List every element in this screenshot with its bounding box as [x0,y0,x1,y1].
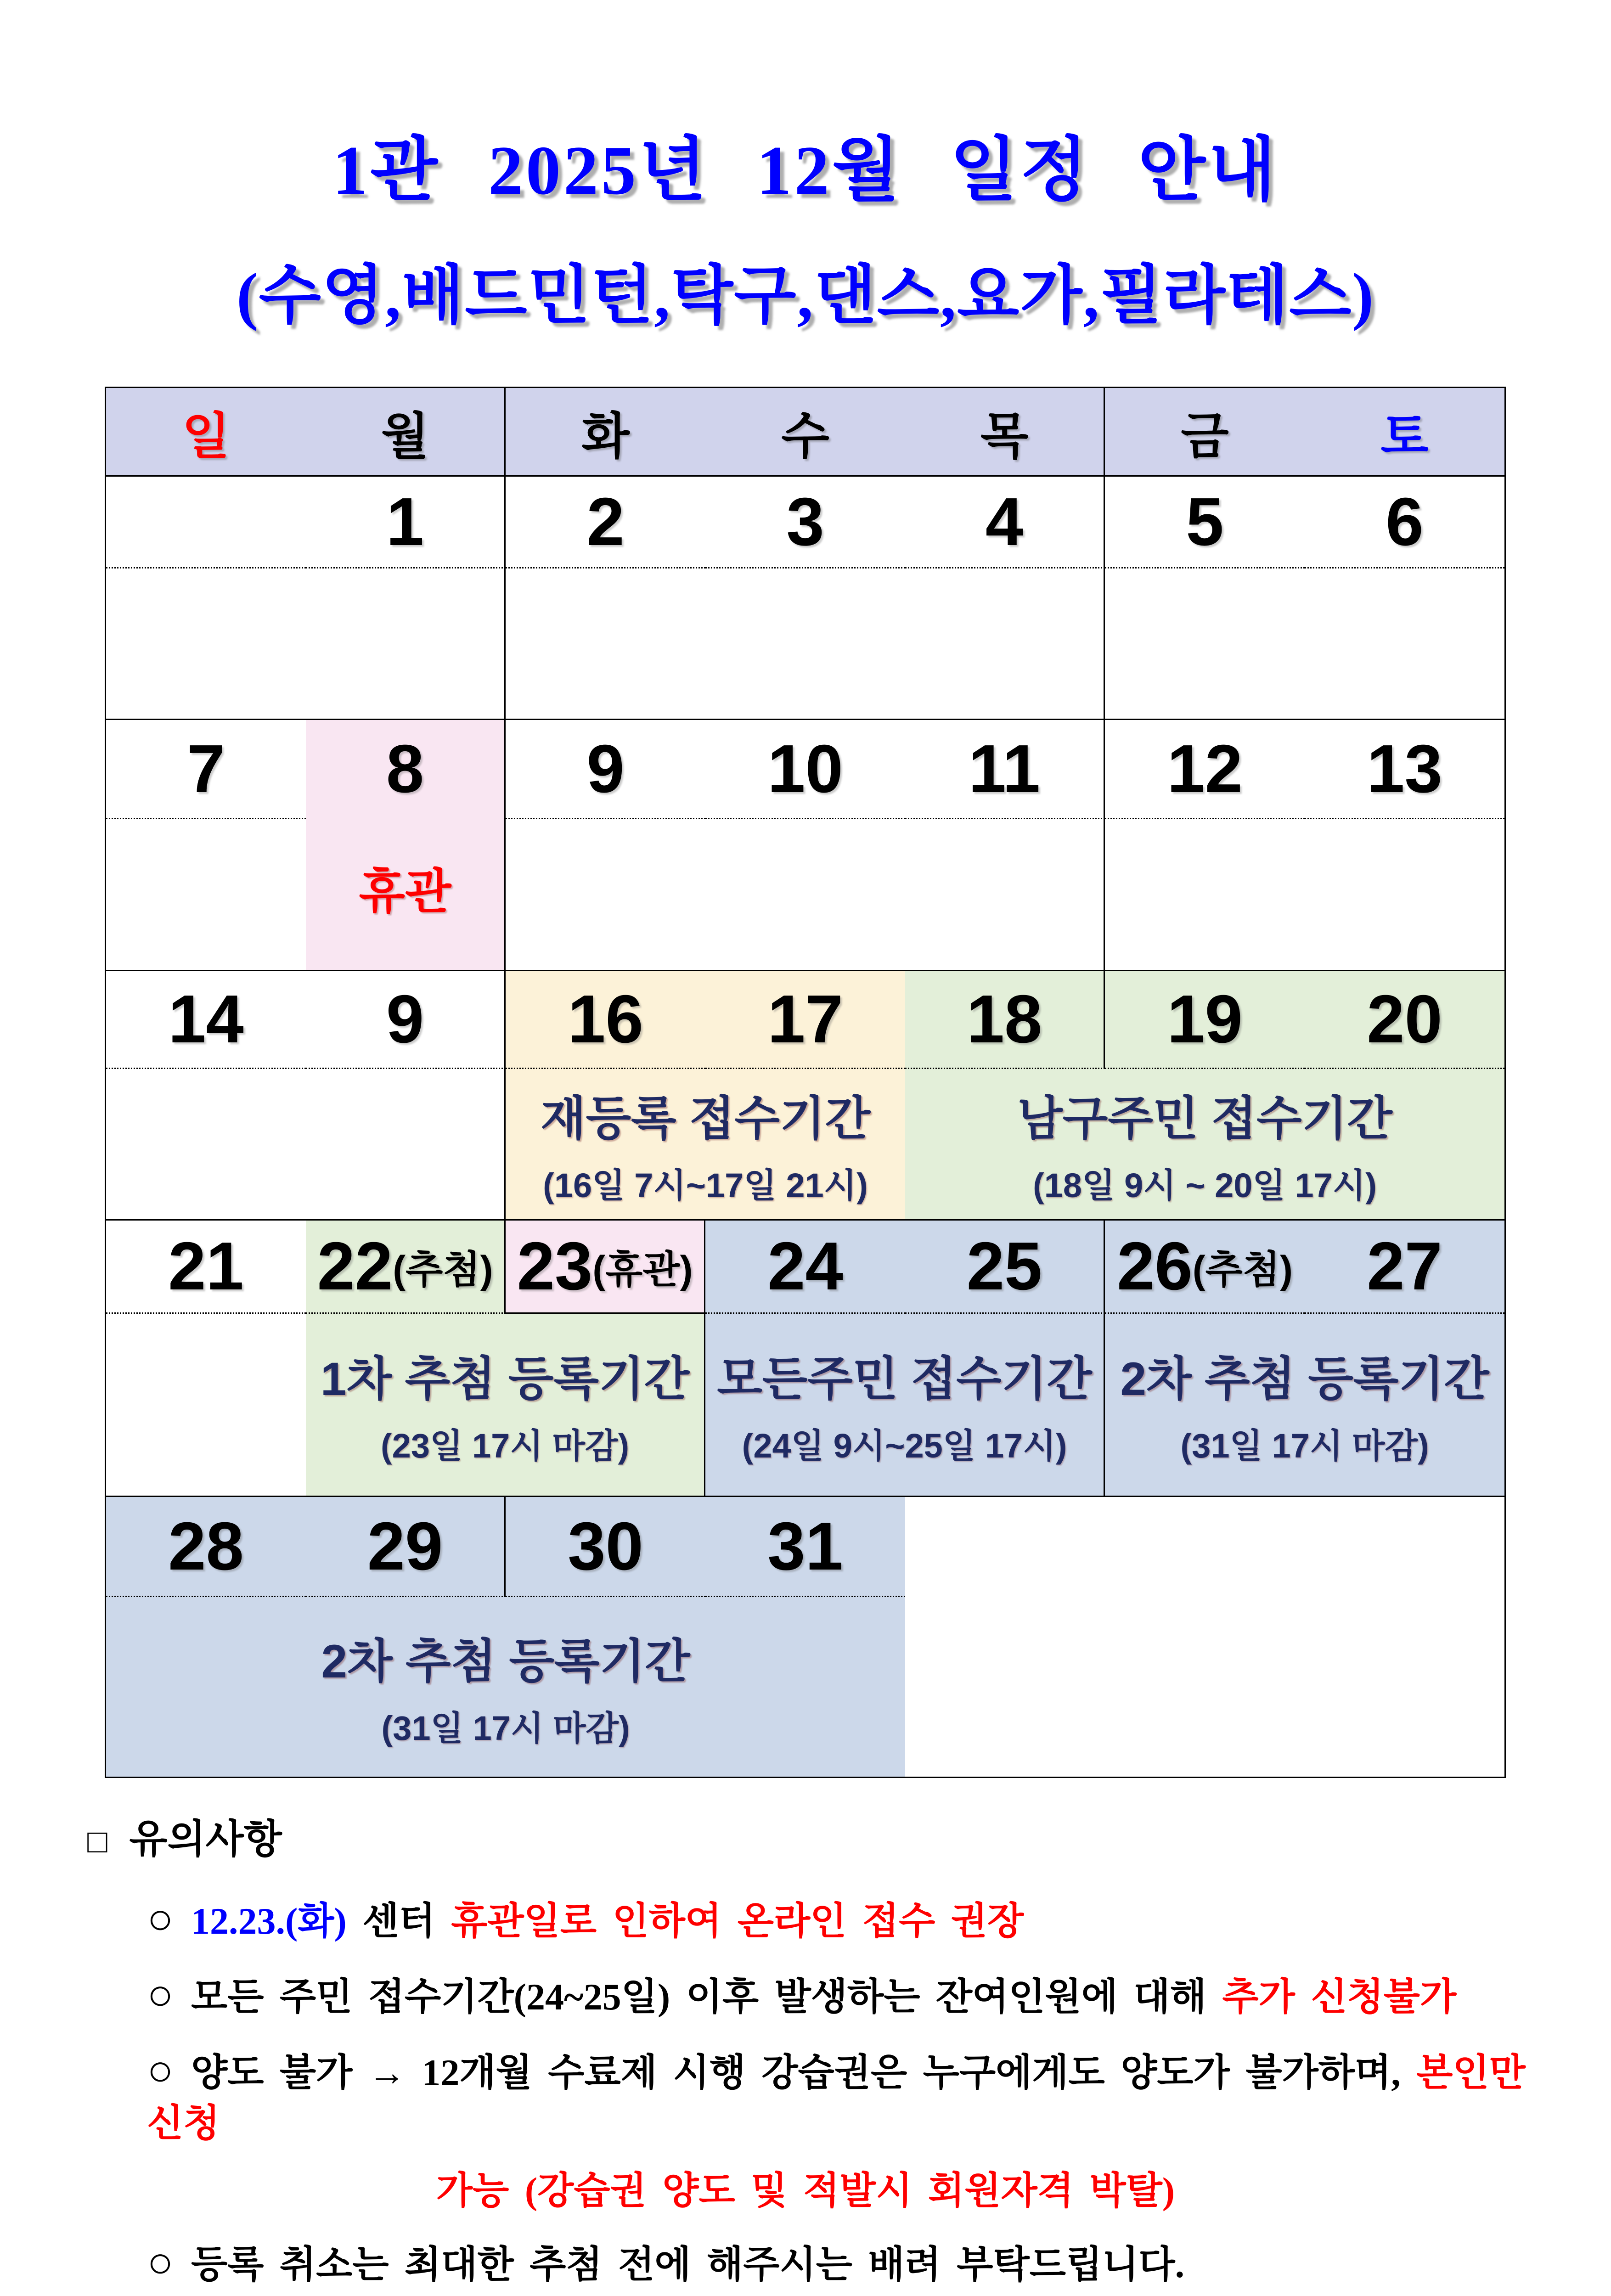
event-time: (23일 17시 마감) [381,1427,629,1465]
closed-label: 휴관 [359,865,451,918]
note-1-date: 12.23.(화) [191,1900,347,1942]
note-3-text: 양도 불가 → 12개월 수료제 시행 강습권은 누구에게도 양도가 불가하며, [191,2051,1417,2093]
empty-event-cell [106,568,506,720]
date-cell-19: 19 [1105,971,1305,1069]
empty-event-cell [106,819,306,971]
title-line-1: 1관 2025년 12월 일정 안내 [332,132,1279,209]
date-cell-28: 28 [106,1497,306,1597]
event-title: 1차 추첨 등록기간 [320,1353,690,1405]
weekday-header-mon [306,388,506,477]
event-title: 남구주민 접수기간 [1017,1092,1392,1145]
weekday-header-wed [705,388,905,477]
note-item-4 [0,2234,1611,2291]
date-cell-14: 14 [106,971,306,1069]
event-title: 2차 추첨 등록기간 [321,1635,690,1688]
empty-event-cell [1105,819,1504,971]
date-cell-31: 31 [705,1497,905,1597]
note-item-3-continuation: 가능 (강습권 양도 및 적발시 회원자격 박탈) [436,2169,1175,2212]
weekday-label: 토 [1380,408,1429,464]
weekday-label: 화 [581,408,630,464]
december-calendar [105,387,1506,1778]
date-cell-7: 7 [106,720,306,819]
empty-cell [106,477,306,568]
date-cell-23-closed: 23 (휴관) [506,1221,705,1314]
circle-bullet-icon: ○ [147,2237,174,2287]
weekday-header-thu [905,388,1105,477]
date-cell-9: 9 [506,720,705,819]
date-suffix: (추첨) [393,1248,493,1291]
weekday-header-sun [106,388,306,477]
event-time: (24일 9시~25일 17시) [742,1427,1067,1465]
event-time: (31일 17시 마감) [1180,1427,1429,1465]
note-1-highlight: 휴관일로 인하여 온라인 접수 권장 [451,1900,1024,1942]
event-time: (16일 7시~17일 21시) [543,1166,868,1204]
date-cell-5: 5 [1105,477,1305,568]
event-title: 재등록 접수기간 [540,1092,871,1145]
weekday-label: 수 [781,408,829,464]
date-cell-4: 4 [905,477,1105,568]
empty-event-cell [1105,568,1504,720]
weekday-header-tue [506,388,705,477]
event-first-lottery-registration [306,1314,705,1497]
date-cell-22-lottery: 22 (추첨) [306,1221,506,1314]
weekday-label: 일 [182,408,230,464]
date-cell-6: 6 [1305,477,1504,568]
note-item-2 [0,1966,1611,2024]
date-cell-27: 27 [1305,1221,1504,1314]
event-reregister-period [506,1069,905,1221]
date-cell-12: 12 [1105,720,1305,819]
weekday-label: 월 [381,408,429,464]
weekday-label: 목 [980,408,1029,464]
date-cell-24: 24 [705,1221,905,1314]
event-title: 2차 추첨 등록기간 [1120,1353,1489,1405]
event-time: (18일 9시 ~ 20일 17시) [1033,1166,1377,1204]
date-cell-16: 16 [506,971,705,1069]
note-2-highlight: 추가 신청불가 [1222,1975,1457,2018]
event-namgu-resident-period [905,1069,1504,1221]
date-cell-8-closed [306,720,506,971]
date-cell-29: 29 [306,1497,506,1597]
note-1-text: 센터 [346,1900,451,1942]
note-item-1 [0,1891,1611,1948]
date-cell-25: 25 [905,1221,1105,1314]
event-time: (31일 17시 마감) [381,1709,630,1747]
note-item-3 [0,2042,1611,2148]
date-cell-15-typo: 9 [306,971,506,1069]
event-second-lottery-registration-week5 [106,1597,905,1777]
page-title [0,132,1611,332]
date-cell-3: 3 [705,477,905,568]
notes-heading-label: 유의사항 [129,1817,282,1861]
date-cell-13: 13 [1305,720,1504,819]
event-title: 모든주민 접수기간 [717,1353,1092,1405]
weekday-label: 금 [1181,408,1229,464]
event-all-resident-period [705,1314,1105,1497]
date-cell-1: 1 [306,477,506,568]
date-cell-20: 20 [1305,971,1504,1069]
square-bullet-icon: □ [87,1823,107,1860]
date-suffix: (휴관) [592,1248,693,1291]
empty-event-cell [106,1314,306,1497]
date-cell-17: 17 [705,971,905,1069]
event-second-lottery-registration [1105,1314,1504,1497]
date-cell-11: 11 [905,720,1105,819]
date-suffix: (추첨) [1192,1248,1293,1291]
title-line-2: (수영,배드민턴,탁구,댄스,요가,필라테스) [236,260,1375,332]
circle-bullet-icon: ○ [147,1894,174,1943]
notes-section [0,1807,1611,2296]
circle-bullet-icon: ○ [147,2045,174,2095]
notes-heading [0,1807,1611,1864]
date-cell-18: 18 [905,971,1105,1069]
note-2-text: 모든 주민 접수기간(24~25일) 이후 발생하는 잔여인원에 대해 [191,1975,1222,2018]
weekday-header-sat [1305,388,1504,477]
date-cell-30: 30 [506,1497,705,1597]
empty-event-cell [106,1069,506,1221]
date-cell-26-lottery: 26 (추첨) [1105,1221,1305,1314]
date-cell-2: 2 [506,477,705,568]
date-number: 8 [386,731,424,807]
empty-cell [905,1497,1504,1777]
note-3-highlight: 본인만 신청 [147,2051,1526,2144]
date-cell-10: 10 [705,720,905,819]
empty-event-cell [506,568,1105,720]
empty-event-cell [506,819,1105,971]
date-cell-21: 21 [106,1221,306,1314]
circle-bullet-icon: ○ [147,1970,174,2019]
note-4-text: 등록 취소는 최대한 추첨 전에 해주시는 배려 부탁드립니다. [191,2243,1185,2285]
weekday-header-fri [1105,388,1305,477]
